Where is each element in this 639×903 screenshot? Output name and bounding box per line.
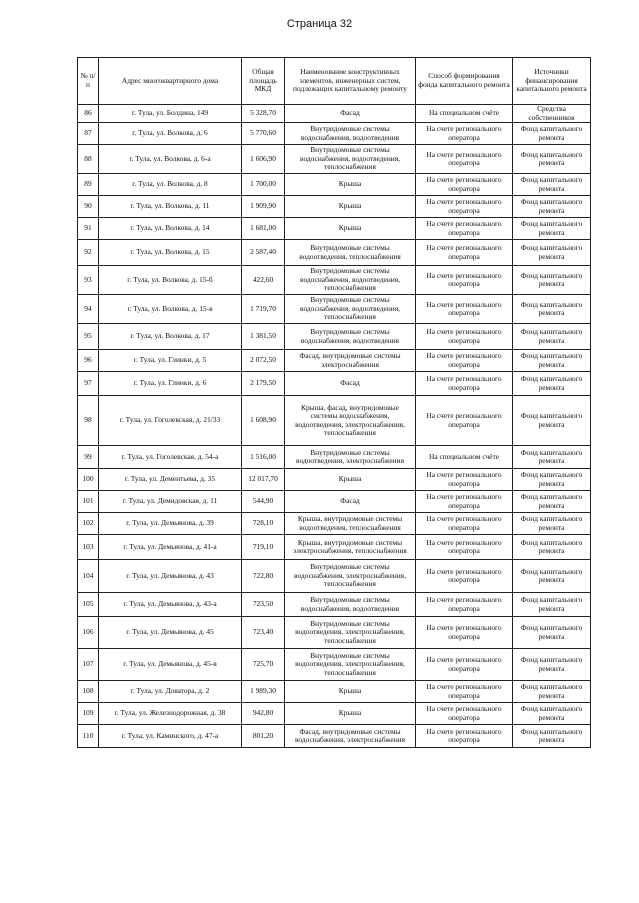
row-source: Фонд капитального ремонта (513, 469, 591, 491)
row-number: 88 (78, 145, 99, 174)
row-elements: Внутридомовые системы водоснабжения, водоотведения, теплоснабжения (285, 145, 416, 174)
row-elements: Внутридомовые системы водоотведения, электроснабжения, теплоснабжения (285, 649, 416, 681)
row-area: 1 606,90 (242, 145, 285, 174)
row-number: 102 (78, 513, 99, 535)
header-number: № п/п (78, 58, 99, 105)
row-elements: Фасад (285, 372, 416, 396)
row-area: 544,90 (242, 491, 285, 513)
row-elements: Крыша, внутридомовые системы электроснабжения, теплоснабжения (285, 535, 416, 560)
row-address: г. Тула, ул. Демьянова, д. 39 (99, 513, 242, 535)
row-source: Фонд капитального ремонта (513, 649, 591, 681)
header-method: Способ формирования фонда капитального ремонта (416, 58, 513, 105)
table-header (78, 58, 591, 105)
row-area: 5 328,70 (242, 105, 285, 123)
row-area: 1 989,30 (242, 681, 285, 703)
row-number: 99 (78, 446, 99, 469)
row-area: 725,70 (242, 649, 285, 681)
row-method: На счете регионального оператора (416, 491, 513, 513)
row-number: 109 (78, 703, 99, 725)
row-number: 90 (78, 196, 99, 218)
row-method: На счете регионального оператора (416, 469, 513, 491)
row-address: г. Тула, ул. Волкова, д. 15-в (99, 295, 242, 324)
row-address: г. Тула, ул. Глинки, д. 6 (99, 372, 242, 396)
table-row (78, 295, 591, 324)
row-address: г. Тула, ул. Болдина, 149 (99, 105, 242, 123)
row-number: 103 (78, 535, 99, 560)
row-elements: Крыша, внутридомовые системы водоотведения, теплоснабжения (285, 513, 416, 535)
row-number: 93 (78, 266, 99, 295)
row-source: Средства собственников (513, 105, 591, 123)
row-number: 91 (78, 218, 99, 240)
row-number: 101 (78, 491, 99, 513)
row-elements: Внутридомовые системы водоотведения, электроснабжения, теплоснабжения (285, 617, 416, 649)
table-row (78, 123, 591, 145)
row-elements: Внутридомовые системы водоснабжения, водоотведения, теплоснабжения (285, 266, 416, 295)
row-area: 723,50 (242, 593, 285, 617)
row-method: На счете регионального оператора (416, 145, 513, 174)
row-source: Фонд капитального ремонта (513, 593, 591, 617)
row-elements: Крыша (285, 196, 416, 218)
row-method: На счете регионального оператора (416, 593, 513, 617)
table-row (78, 266, 591, 295)
table-row (78, 446, 591, 469)
row-area: 12 017,70 (242, 469, 285, 491)
row-source: Фонд капитального ремонта (513, 266, 591, 295)
table-row (78, 324, 591, 350)
row-address: г. Тула, ул. Гоголевская, д. 54-а (99, 446, 242, 469)
row-elements: Фасад, внутридомовые системы водоснабжения, электроснабжения (285, 725, 416, 748)
row-number: 98 (78, 396, 99, 446)
row-number: 95 (78, 324, 99, 350)
table-body (78, 105, 591, 748)
row-elements: Фасад (285, 105, 416, 123)
row-address: г. Тула, ул. Волкова, д. 14 (99, 218, 242, 240)
row-area: 801,20 (242, 725, 285, 748)
row-address: г. Тула, ул. Волкова, д. 15-б (99, 266, 242, 295)
row-address: г. Тула, ул. Демьянова, д. 45-в (99, 649, 242, 681)
row-address: г. Тула, ул. Волкова, д. 15 (99, 240, 242, 266)
row-method: На специальном счёте (416, 105, 513, 123)
row-source: Фонд капитального ремонта (513, 145, 591, 174)
row-method: На счете регионального оператора (416, 617, 513, 649)
row-number: 94 (78, 295, 99, 324)
row-method: На счете регионального оператора (416, 513, 513, 535)
page-title: Страница 32 (286, 18, 353, 30)
table-row (78, 350, 591, 372)
row-elements: Крыша (285, 681, 416, 703)
row-source: Фонд капитального ремонта (513, 681, 591, 703)
row-area: 5 770,60 (242, 123, 285, 145)
capital-repair-table (77, 57, 591, 748)
row-area: 942,80 (242, 703, 285, 725)
row-source: Фонд капитального ремонта (513, 123, 591, 145)
row-area: 2 587,40 (242, 240, 285, 266)
row-method: На счете регионального оператора (416, 649, 513, 681)
table-header-row (78, 58, 591, 105)
row-number: 100 (78, 469, 99, 491)
table-row (78, 513, 591, 535)
row-area: 1 608,90 (242, 396, 285, 446)
table-row (78, 145, 591, 174)
row-source: Фонд капитального ремонта (513, 372, 591, 396)
row-elements: Внутридомовые системы водоснабжения, водоотведения (285, 324, 416, 350)
row-source: Фонд капитального ремонта (513, 324, 591, 350)
row-address: г. Тула, ул. Волкова, д. 17 (99, 324, 242, 350)
row-source: Фонд капитального ремонта (513, 196, 591, 218)
row-address: г. Тула, ул. Дементьева, д. 35 (99, 469, 242, 491)
row-number: 96 (78, 350, 99, 372)
table-row (78, 396, 591, 446)
row-elements: Внутридомовые системы водоснабжения, водоотведения (285, 123, 416, 145)
table-row (78, 649, 591, 681)
row-address: г. Тула, ул. Демидовская, д. 11 (99, 491, 242, 513)
row-address: г. Тула, ул. Железнодорожная, д. 38 (99, 703, 242, 725)
row-source: Фонд капитального ремонта (513, 240, 591, 266)
row-area: 723,40 (242, 617, 285, 649)
table-row (78, 105, 591, 123)
row-area: 422,60 (242, 266, 285, 295)
row-method: На счете регионального оператора (416, 218, 513, 240)
table-row (78, 196, 591, 218)
table-row (78, 560, 591, 593)
row-address: г. Тула, ул. Глинки, д. 5 (99, 350, 242, 372)
row-source: Фонд капитального ремонта (513, 350, 591, 372)
row-area: 2 072,50 (242, 350, 285, 372)
row-number: 87 (78, 123, 99, 145)
table-row (78, 240, 591, 266)
row-area: 719,10 (242, 535, 285, 560)
table-row (78, 681, 591, 703)
row-method: На счете регионального оператора (416, 324, 513, 350)
row-elements: Крыша, фасад, внутридомовые системы водоснабжения, водоотведения, электроснабжения, теплоснабжения (285, 396, 416, 446)
row-method: На специальном счёте (416, 446, 513, 469)
row-source: Фонд капитального ремонта (513, 560, 591, 593)
row-number: 105 (78, 593, 99, 617)
row-method: На счете регионального оператора (416, 725, 513, 748)
table-row (78, 703, 591, 725)
row-address: г. Тула, ул. Волкова, д. 6 (99, 123, 242, 145)
row-method: На счете регионального оператора (416, 123, 513, 145)
row-source: Фонд капитального ремонта (513, 174, 591, 196)
table-row (78, 218, 591, 240)
row-source: Фонд капитального ремонта (513, 725, 591, 748)
row-address: г. Тула, ул. Демьянова, д. 43 (99, 560, 242, 593)
row-elements: Крыша (285, 218, 416, 240)
row-method: На счете регионального оператора (416, 266, 513, 295)
row-elements: Фасад, внутридомовые системы электроснабжения (285, 350, 416, 372)
row-area: 1 719,70 (242, 295, 285, 324)
row-method: На счете регионального оператора (416, 240, 513, 266)
row-source: Фонд капитального ремонта (513, 617, 591, 649)
row-method: На счете регионального оператора (416, 396, 513, 446)
header-address: Адрес многоквартирного дома (99, 58, 242, 105)
table-row (78, 469, 591, 491)
header-source: Источники финансирования капитального ремонта (513, 58, 591, 105)
row-number: 97 (78, 372, 99, 396)
row-area: 1 681,00 (242, 218, 285, 240)
table-row (78, 725, 591, 748)
row-address: г. Тула, ул. Волкова, д. 11 (99, 196, 242, 218)
row-number: 107 (78, 649, 99, 681)
row-source: Фонд капитального ремонта (513, 396, 591, 446)
row-area: 1 909,90 (242, 196, 285, 218)
row-area: 1 381,50 (242, 324, 285, 350)
row-elements: Фасад (285, 491, 416, 513)
row-address: г. Тула, ул. Демьянова, д. 43-а (99, 593, 242, 617)
row-method: На счете регионального оператора (416, 295, 513, 324)
row-method: На счете регионального оператора (416, 681, 513, 703)
row-number: 89 (78, 174, 99, 196)
row-method: На счете регионального оператора (416, 350, 513, 372)
row-area: 1 700,00 (242, 174, 285, 196)
row-address: г. Тула, ул. Гоголевская, д. 21/33 (99, 396, 242, 446)
row-elements: Внутридомовые системы водоотведения, электроснабжения (285, 446, 416, 469)
row-address: г. Тула, ул. Каминского, д. 47-а (99, 725, 242, 748)
row-source: Фонд капитального ремонта (513, 491, 591, 513)
row-elements: Внутридомовые системы водоснабжения, водоотведения, теплоснабжения (285, 295, 416, 324)
row-source: Фонд капитального ремонта (513, 446, 591, 469)
row-address: г. Тула, ул. Демьянова, д. 45 (99, 617, 242, 649)
row-address: г. Тула, ул. Демьянова, д. 41-а (99, 535, 242, 560)
row-elements: Крыша (285, 703, 416, 725)
row-number: 86 (78, 105, 99, 123)
row-area: 728,10 (242, 513, 285, 535)
row-elements: Внутридомовые системы водоотведения, теплоснабжения (285, 240, 416, 266)
row-number: 108 (78, 681, 99, 703)
row-source: Фонд капитального ремонта (513, 295, 591, 324)
row-elements: Крыша (285, 174, 416, 196)
row-source: Фонд капитального ремонта (513, 535, 591, 560)
row-method: На счете регионального оператора (416, 372, 513, 396)
row-number: 104 (78, 560, 99, 593)
header-area: Общая площадь МКД (242, 58, 285, 105)
row-area: 2 179,50 (242, 372, 285, 396)
table-row (78, 372, 591, 396)
row-source: Фонд капитального ремонта (513, 513, 591, 535)
row-number: 92 (78, 240, 99, 266)
row-number: 110 (78, 725, 99, 748)
row-address: г. Тула, ул. Волкова, д. 6-а (99, 145, 242, 174)
row-source: Фонд капитального ремонта (513, 703, 591, 725)
table-row (78, 617, 591, 649)
row-elements: Внутридомовые системы водоснабжения, водоотведения (285, 593, 416, 617)
table-row (78, 593, 591, 617)
row-method: На счете регионального оператора (416, 196, 513, 218)
table-row (78, 535, 591, 560)
row-number: 106 (78, 617, 99, 649)
row-method: На счете регионального оператора (416, 560, 513, 593)
table-row (78, 491, 591, 513)
row-source: Фонд капитального ремонта (513, 218, 591, 240)
row-area: 1 516,00 (242, 446, 285, 469)
row-address: г. Тула, ул. Волкова, д. 8 (99, 174, 242, 196)
row-elements: Крыша (285, 469, 416, 491)
header-elements: Наименование конструктивных элементов, инженерных систем, подлежащих капитальному ремонту (285, 58, 416, 105)
row-area: 722,80 (242, 560, 285, 593)
row-method: На счете регионального оператора (416, 703, 513, 725)
row-method: На счете регионального оператора (416, 174, 513, 196)
row-address: г. Тула, ул. Доватора, д. 2 (99, 681, 242, 703)
row-elements: Внутридомовые системы водоснабжения, электроснабжения, теплоснабжения (285, 560, 416, 593)
table-row (78, 174, 591, 196)
row-method: На счете регионального оператора (416, 535, 513, 560)
